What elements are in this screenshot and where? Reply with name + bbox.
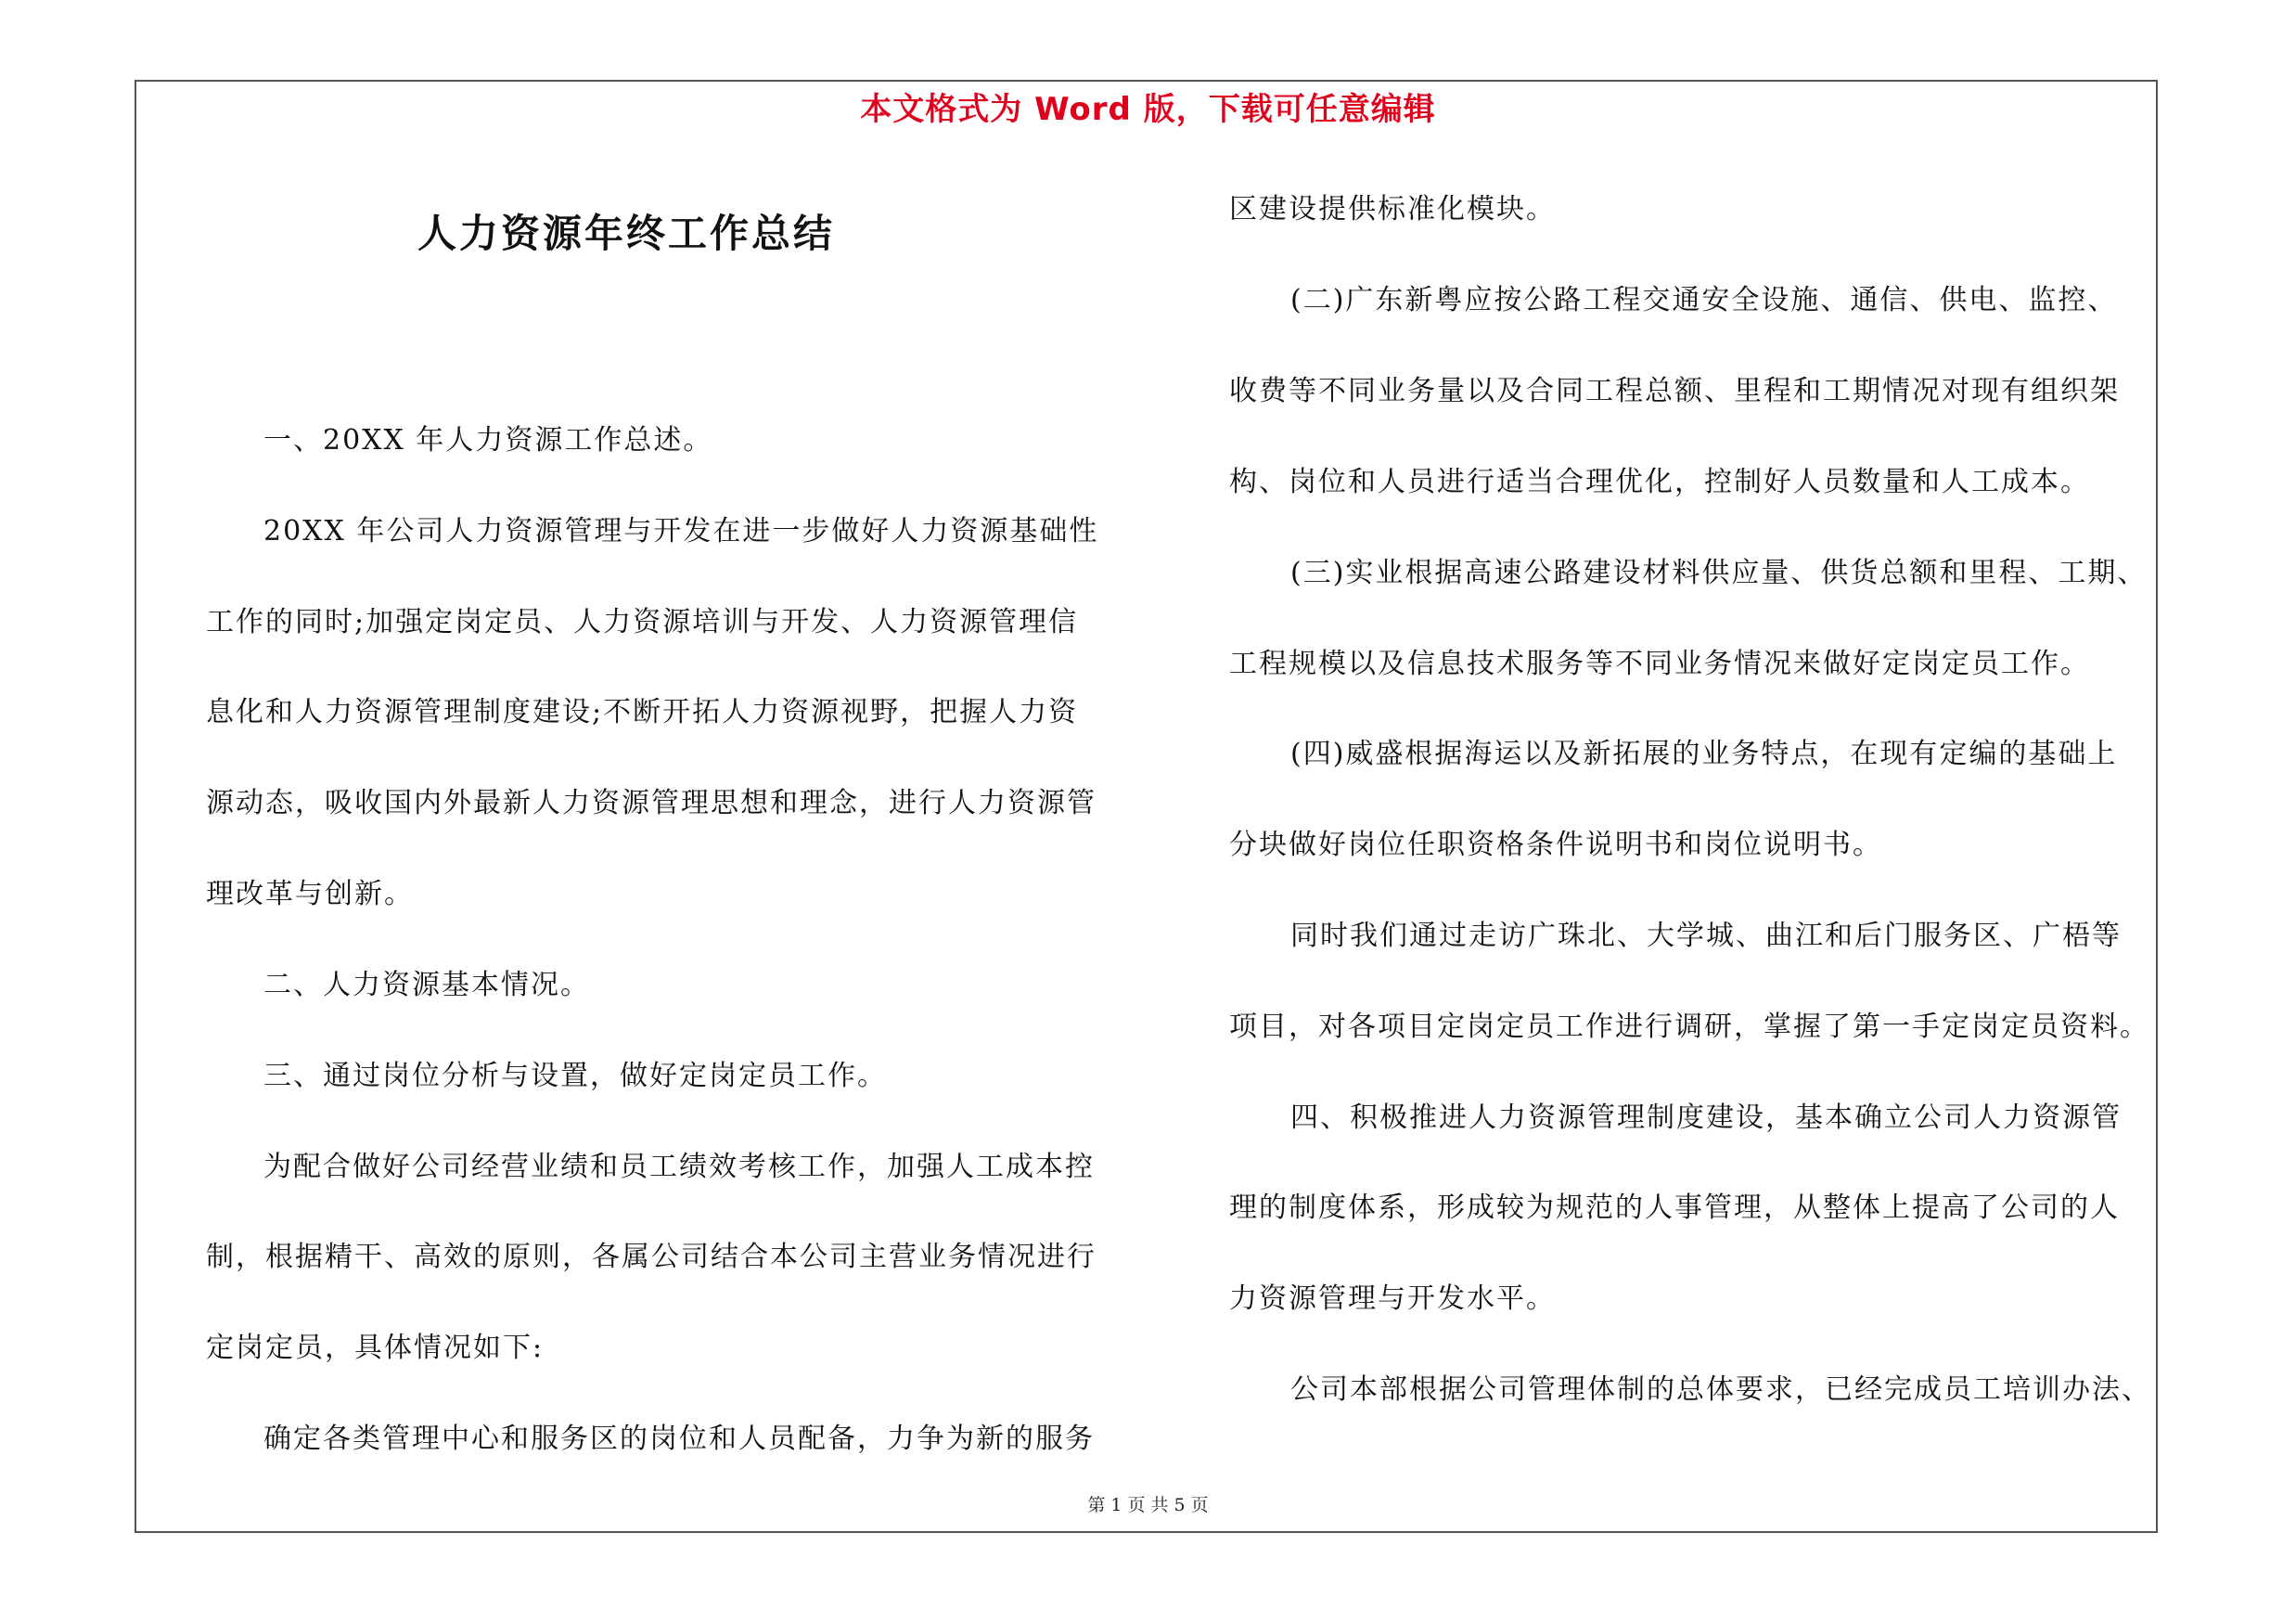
paragraph-line: 定岗定员，具体情况如下:: [206, 1332, 545, 1364]
paragraph-line: 项目，对各项目定岗定员工作进行调研，掌握了第一手定岗定员资料。: [1229, 1011, 2149, 1043]
paragraph-line: (三)实业根据高速公路建设材料供应量、供货总额和里程、工期、: [1290, 557, 2148, 589]
paragraph-line: 确定各类管理中心和服务区的岗位和人员配备，力争为新的服务: [263, 1423, 1095, 1455]
paragraph-line: 区建设提供标准化模块。: [1229, 193, 1556, 225]
paragraph-line: 力资源管理与开发水平。: [1229, 1282, 1556, 1315]
paragraph-line: 工程规模以及信息技术服务等不同业务情况来做好定岗定员工作。: [1229, 648, 2090, 680]
paragraph-line: (四)威盛根据海运以及新拓展的业务特点，在现有定编的基础上: [1290, 738, 2118, 770]
paragraph-line: 三、通过岗位分析与设置，做好定岗定员工作。: [263, 1060, 887, 1092]
paragraph-line: (二)广东新粤应按公路工程交通安全设施、通信、供电、监控、: [1290, 284, 2118, 316]
paragraph-line: 同时我们通过走访广珠北、大学城、曲江和后门服务区、广梧等: [1290, 920, 2122, 952]
page-number-footer: 第 1 页 共 5 页: [1087, 1495, 1209, 1515]
paragraph-line: 工作的同时;加强定岗定员、人力资源培训与开发、人力资源管理信: [206, 606, 1079, 638]
paragraph-line: 公司本部根据公司管理体制的总体要求，已经完成员工培训办法、: [1290, 1373, 2151, 1406]
paragraph-line: 四、积极推进人力资源管理制度建设，基本确立公司人力资源管: [1290, 1101, 2122, 1134]
document-title: 人力资源年终工作总结: [417, 211, 836, 256]
paragraph-line: 理的制度体系，形成较为规范的人事管理，从整体上提高了公司的人: [1229, 1191, 2120, 1224]
paragraph-line: 为配合做好公司经营业绩和员工绩效考核工作，加强人工成本控: [263, 1151, 1095, 1183]
paragraph-line: 分块做好岗位任职资格条件说明书和岗位说明书。: [1229, 829, 1882, 861]
paragraph-line: 息化和人力资源管理制度建设;不断开拓人力资源视野，把握人力资: [206, 696, 1079, 728]
paragraph-line: 一、20XX 年人力资源工作总述。: [263, 424, 713, 457]
paragraph-line: 构、岗位和人员进行适当合理优化，控制好人员数量和人工成本。: [1229, 466, 2090, 498]
paragraph-line: 源动态，吸收国内外最新人力资源管理思想和理念，进行人力资源管: [206, 787, 1097, 819]
word-format-banner: 本文格式为 Word 版，下载可任意编辑: [860, 91, 1436, 128]
paragraph-line: 理改革与创新。: [206, 878, 414, 910]
paragraph-line: 二、人力资源基本情况。: [263, 969, 590, 1001]
paragraph-line: 收费等不同业务量以及合同工程总额、里程和工期情况对现有组织架: [1229, 375, 2120, 407]
paragraph-line: 制，根据精干、高效的原则，各属公司结合本公司主营业务情况进行: [206, 1241, 1097, 1273]
paragraph-line: 20XX 年公司人力资源管理与开发在进一步做好人力资源基础性: [263, 515, 1099, 547]
